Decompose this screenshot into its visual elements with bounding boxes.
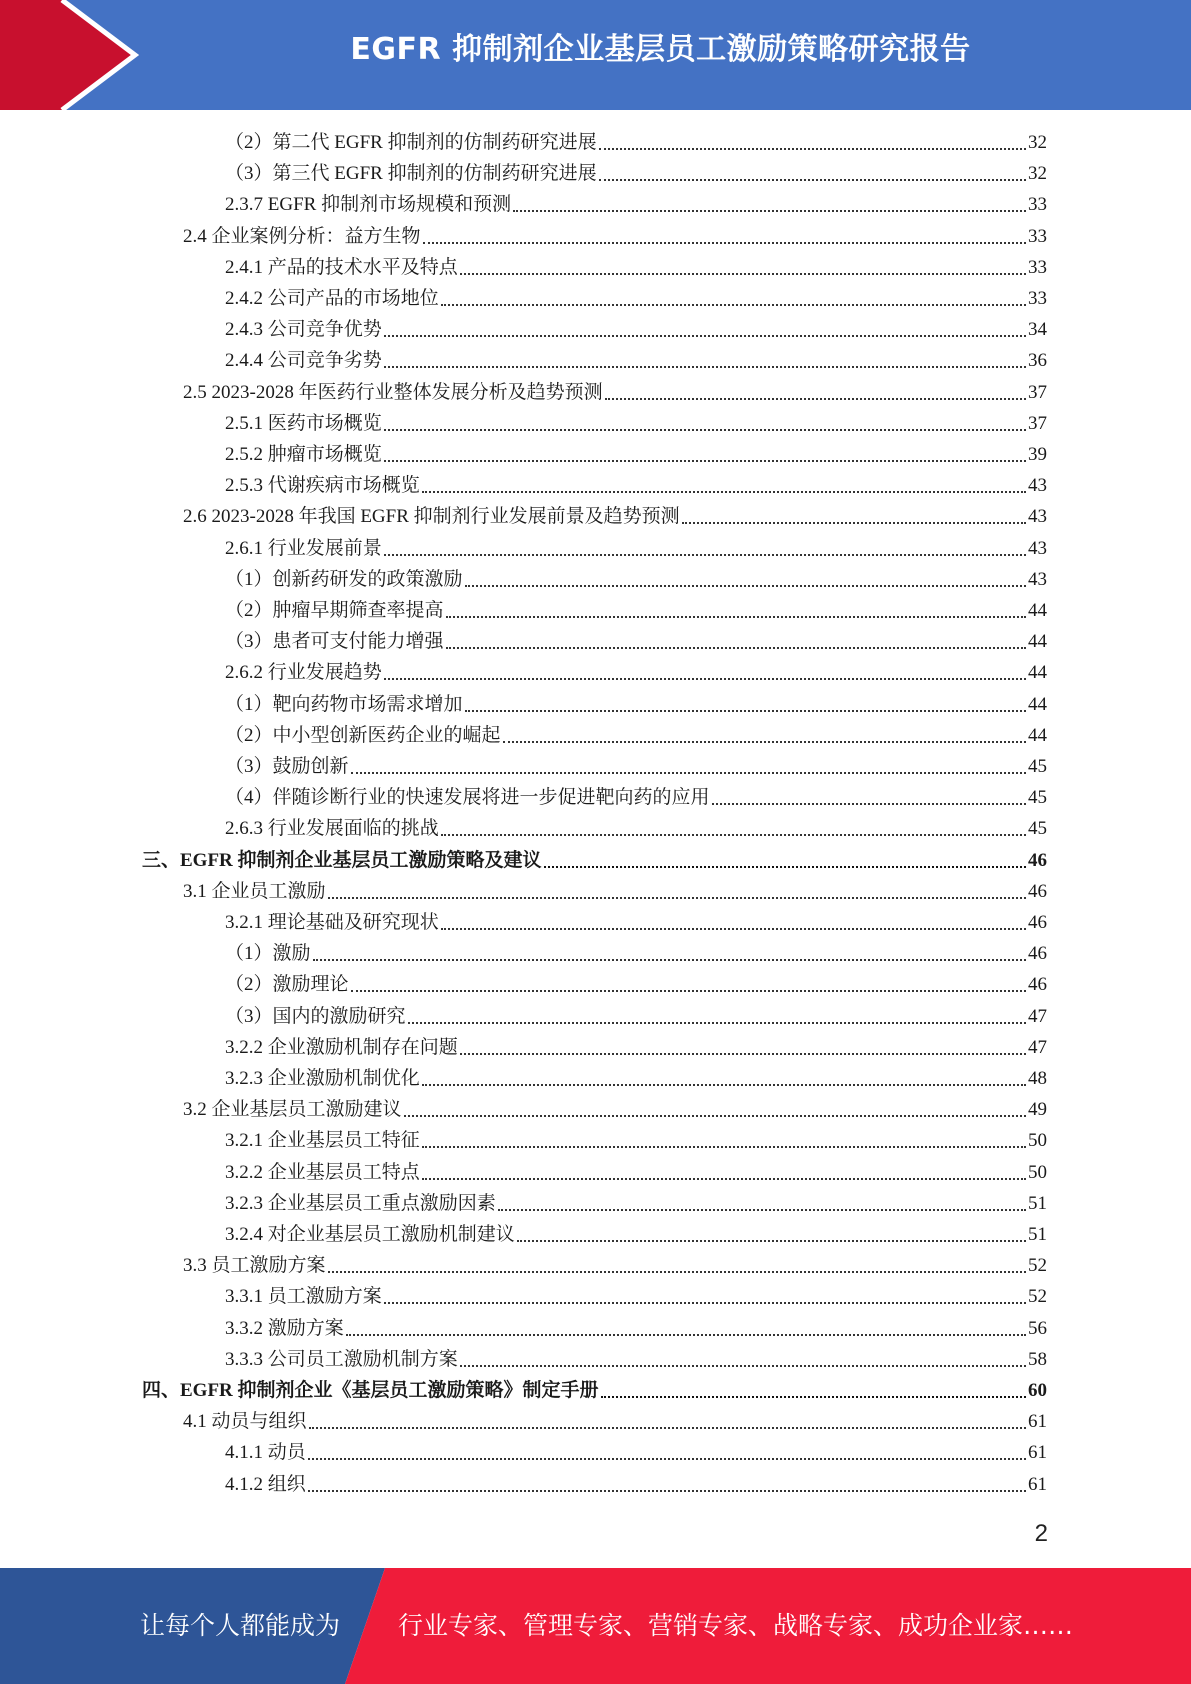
toc-entry-page: 44 xyxy=(1028,662,1047,683)
toc-dot-leader xyxy=(682,522,1026,524)
toc-entry-title: 3.3 员工激励方案 xyxy=(183,1255,326,1276)
toc-entry[interactable] xyxy=(225,408,1047,439)
toc-dot-leader xyxy=(351,772,1026,774)
toc-dot-leader xyxy=(465,710,1026,712)
toc-entry-title: 2.6.3 行业发展面临的挑战 xyxy=(225,818,439,839)
toc-entry-title: 2.5.2 肿瘤市场概览 xyxy=(225,444,382,465)
toc-entry-title: 三、EGFR 抑制剂企业基层员工激励策略及建议 xyxy=(142,850,542,871)
toc-dot-leader xyxy=(712,803,1026,805)
toc-entry[interactable] xyxy=(183,221,1047,252)
toc-entry-page: 43 xyxy=(1028,538,1047,559)
toc-entry-title: （3）鼓励创新 xyxy=(225,756,349,777)
toc-dot-leader xyxy=(308,1458,1026,1460)
toc-entry-page: 32 xyxy=(1028,132,1047,153)
toc-entry-title: 3.3.1 员工激励方案 xyxy=(225,1286,382,1307)
toc-entry-page: 58 xyxy=(1028,1349,1047,1370)
header-chevron-decoration xyxy=(0,0,150,110)
toc-entry-title: 2.4.3 公司竞争优势 xyxy=(225,319,382,340)
toc-entry[interactable] xyxy=(225,751,1047,782)
toc-entry[interactable] xyxy=(225,1063,1047,1094)
toc-entry-page: 33 xyxy=(1028,226,1047,247)
toc-entry-page: 44 xyxy=(1028,694,1047,715)
toc-entry-title: 2.4 企业案例分析：益方生物 xyxy=(183,226,421,247)
toc-entry-title: 2.6 2023-2028 年我国 EGFR 抑制剂行业发展前景及趋势预测 xyxy=(183,506,680,527)
toc-dot-leader xyxy=(384,335,1026,337)
toc-entry-page: 34 xyxy=(1028,319,1047,340)
toc-entry-title: （3）国内的激励研究 xyxy=(225,1006,406,1027)
toc-entry-title: （4）伴随诊断行业的快速发展将进一步促进靶向药的应用 xyxy=(225,787,710,808)
toc-entry-page: 56 xyxy=(1028,1318,1047,1339)
toc-entry-page: 48 xyxy=(1028,1068,1047,1089)
toc-entry[interactable] xyxy=(225,1281,1047,1312)
page-footer xyxy=(0,1568,1191,1684)
toc-entry[interactable] xyxy=(183,876,1047,907)
toc-entry-page: 49 xyxy=(1028,1099,1047,1120)
toc-entry[interactable] xyxy=(225,1219,1047,1250)
toc-entry[interactable] xyxy=(225,1157,1047,1188)
toc-entry[interactable] xyxy=(225,595,1047,626)
footer-slogan-left: 让每个人都能成为 xyxy=(140,1611,341,1640)
toc-dot-leader xyxy=(446,647,1026,649)
toc-entry-title: 2.3.7 EGFR 抑制剂市场规模和预测 xyxy=(225,194,512,215)
toc-dot-leader xyxy=(384,429,1026,431)
toc-entry[interactable] xyxy=(225,314,1047,345)
toc-dot-leader xyxy=(544,866,1026,868)
toc-entry-page: 37 xyxy=(1028,413,1047,434)
toc-entry-title: 3.1 企业员工激励 xyxy=(183,881,326,902)
toc-entry[interactable] xyxy=(225,907,1047,938)
toc-entry[interactable] xyxy=(225,1469,1047,1500)
toc-entry-page: 50 xyxy=(1028,1162,1047,1183)
toc-entry-page: 33 xyxy=(1028,288,1047,309)
toc-entry-title: （2）中小型创新医药企业的崛起 xyxy=(225,725,501,746)
toc-dot-leader xyxy=(441,834,1026,836)
toc-dot-leader xyxy=(404,1115,1026,1117)
toc-entry-page: 44 xyxy=(1028,631,1047,652)
toc-entry[interactable] xyxy=(183,501,1047,532)
toc-entry-page: 36 xyxy=(1028,350,1047,371)
toc-entry-title: （3）患者可支付能力增强 xyxy=(225,631,444,652)
toc-dot-leader xyxy=(503,741,1026,743)
toc-dot-leader xyxy=(465,585,1026,587)
toc-entry-title: 3.2.2 企业激励机制存在问题 xyxy=(225,1037,458,1058)
toc-entry-page: 44 xyxy=(1028,600,1047,621)
toc-entry-page: 45 xyxy=(1028,756,1047,777)
toc-entry-title: 3.2.1 理论基础及研究现状 xyxy=(225,912,439,933)
footer-slogan-right: 行业专家、管理专家、营销专家、战略专家、成功企业家…… xyxy=(398,1611,1074,1640)
report-title: EGFR 抑制剂企业基层员工激励策略研究报告 xyxy=(350,32,971,67)
toc-entry[interactable] xyxy=(225,1313,1047,1344)
toc-entry-page: 47 xyxy=(1028,1006,1047,1027)
toc-entry-title: （3）第三代 EGFR 抑制剂的仿制药研究进展 xyxy=(225,163,597,184)
toc-entry-title: 4.1.2 组织 xyxy=(225,1474,306,1495)
toc-entry-page: 52 xyxy=(1028,1255,1047,1276)
toc-entry-title: 2.5.1 医药市场概览 xyxy=(225,413,382,434)
toc-entry-title: 3.3.3 公司员工激励机制方案 xyxy=(225,1349,458,1370)
toc-entry[interactable] xyxy=(225,720,1047,751)
toc-entry-title: （1）创新药研发的政策激励 xyxy=(225,569,463,590)
toc-entry[interactable] xyxy=(225,345,1047,376)
toc-entry[interactable] xyxy=(183,377,1047,408)
toc-entry[interactable] xyxy=(225,813,1047,844)
toc-entry-title: （2）第二代 EGFR 抑制剂的仿制药研究进展 xyxy=(225,132,597,153)
toc-entry-page: 46 xyxy=(1028,850,1047,871)
toc-entry-title: 3.3.2 激励方案 xyxy=(225,1318,344,1339)
toc-dot-leader xyxy=(460,273,1026,275)
toc-entry-page: 50 xyxy=(1028,1130,1047,1151)
toc-entry[interactable] xyxy=(225,1437,1047,1468)
toc-entry[interactable] xyxy=(225,1188,1047,1219)
toc-entry-title: （2）肿瘤早期筛查率提高 xyxy=(225,600,444,621)
toc-entry[interactable] xyxy=(225,1032,1047,1063)
toc-entry[interactable] xyxy=(225,439,1047,470)
toc-dot-leader xyxy=(599,179,1026,181)
toc-entry-page: 43 xyxy=(1028,475,1047,496)
toc-dot-leader xyxy=(441,304,1026,306)
toc-entry-title: 2.4.1 产品的技术水平及特点 xyxy=(225,257,458,278)
toc-entry-title: 3.2.1 企业基层员工特征 xyxy=(225,1130,420,1151)
toc-dot-leader xyxy=(446,616,1026,618)
toc-dot-leader xyxy=(328,1271,1026,1273)
toc-entry[interactable] xyxy=(225,626,1047,657)
toc-entry-page: 32 xyxy=(1028,163,1047,184)
toc-entry[interactable] xyxy=(225,938,1047,969)
toc-dot-leader xyxy=(605,398,1026,400)
toc-entry-page: 46 xyxy=(1028,912,1047,933)
toc-entry-page: 45 xyxy=(1028,818,1047,839)
toc-dot-leader xyxy=(422,1146,1026,1148)
toc-entry-title: 2.4.4 公司竞争劣势 xyxy=(225,350,382,371)
toc-dot-leader xyxy=(351,990,1026,992)
toc-dot-leader xyxy=(422,491,1026,493)
toc-entry[interactable] xyxy=(183,1094,1047,1125)
toc-dot-leader xyxy=(423,242,1026,244)
toc-entry[interactable] xyxy=(183,1406,1047,1437)
toc-dot-leader xyxy=(517,1240,1026,1242)
toc-entry-page: 52 xyxy=(1028,1286,1047,1307)
toc-entry[interactable] xyxy=(225,689,1047,720)
toc-dot-leader xyxy=(498,1209,1026,1211)
page-number: 2 xyxy=(1034,1520,1048,1547)
toc-dot-leader xyxy=(441,928,1026,930)
toc-dot-leader xyxy=(408,1022,1026,1024)
toc-dot-leader xyxy=(599,148,1026,150)
toc-entry-page: 61 xyxy=(1028,1442,1047,1463)
toc-entry[interactable] xyxy=(225,470,1047,501)
toc-entry-page: 37 xyxy=(1028,382,1047,403)
toc-entry[interactable] xyxy=(225,252,1047,283)
toc-dot-leader xyxy=(309,1427,1026,1429)
toc-entry-title: 3.2.3 企业激励机制优化 xyxy=(225,1068,420,1089)
toc-entry-page: 60 xyxy=(1028,1380,1047,1401)
toc-entry-page: 46 xyxy=(1028,943,1047,964)
toc-entry-page: 51 xyxy=(1028,1193,1047,1214)
toc-entry[interactable] xyxy=(225,564,1047,595)
toc-dot-leader xyxy=(328,897,1026,899)
toc-entry-title: 2.5.3 代谢疾病市场概览 xyxy=(225,475,420,496)
toc-entry-title: （2）激励理论 xyxy=(225,974,349,995)
toc-entry[interactable] xyxy=(225,782,1047,813)
toc-dot-leader xyxy=(384,554,1026,556)
toc-dot-leader xyxy=(422,1084,1026,1086)
toc-dot-leader xyxy=(384,678,1026,680)
toc-entry-page: 61 xyxy=(1028,1411,1047,1432)
toc-entry-page: 47 xyxy=(1028,1037,1047,1058)
toc-entry-page: 44 xyxy=(1028,725,1047,746)
toc-entry-page: 33 xyxy=(1028,194,1047,215)
toc-entry-page: 61 xyxy=(1028,1474,1047,1495)
toc-entry[interactable] xyxy=(225,283,1047,314)
toc-entry-title: 2.6.2 行业发展趋势 xyxy=(225,662,382,683)
toc-entry[interactable] xyxy=(225,969,1047,1000)
toc-dot-leader xyxy=(460,1365,1026,1367)
toc-entry-page: 33 xyxy=(1028,257,1047,278)
toc-entry-page: 46 xyxy=(1028,974,1047,995)
toc-dot-leader xyxy=(513,210,1026,212)
toc-entry[interactable] xyxy=(225,158,1047,189)
toc-entry-page: 43 xyxy=(1028,506,1047,527)
page-header xyxy=(0,0,1191,110)
toc-dot-leader xyxy=(384,1302,1026,1304)
toc-entry[interactable] xyxy=(142,845,1047,876)
toc-entry-title: 3.2 企业基层员工激励建议 xyxy=(183,1099,402,1120)
toc-dot-leader xyxy=(313,959,1026,961)
toc-entry-title: （1）激励 xyxy=(225,943,311,964)
toc-entry[interactable] xyxy=(225,657,1047,688)
toc-dot-leader xyxy=(346,1334,1026,1336)
toc-entry[interactable] xyxy=(142,1375,1047,1406)
toc-entry[interactable] xyxy=(225,1001,1047,1032)
toc-entry[interactable] xyxy=(225,189,1047,220)
toc-entry-title: 2.6.1 行业发展前景 xyxy=(225,538,382,559)
toc-dot-leader xyxy=(422,1178,1026,1180)
toc-entry[interactable] xyxy=(225,1344,1047,1375)
toc-entry[interactable] xyxy=(183,1250,1047,1281)
toc-entry-title: 2.4.2 公司产品的市场地位 xyxy=(225,288,439,309)
toc-entry-title: （1）靶向药物市场需求增加 xyxy=(225,694,463,715)
toc-entry-page: 51 xyxy=(1028,1224,1047,1245)
toc-dot-leader xyxy=(601,1396,1026,1398)
toc-entry-title: 四、EGFR 抑制剂企业《基层员工激励策略》制定手册 xyxy=(142,1380,599,1401)
toc-entry-title: 2.5 2023-2028 年医药行业整体发展分析及趋势预测 xyxy=(183,382,603,403)
toc-entry-title: 3.2.2 企业基层员工特点 xyxy=(225,1162,420,1183)
toc-entry-page: 46 xyxy=(1028,881,1047,902)
toc-entry[interactable] xyxy=(225,533,1047,564)
toc-entry[interactable] xyxy=(225,127,1047,158)
toc-entry-title: 3.2.4 对企业基层员工激励机制建议 xyxy=(225,1224,515,1245)
toc-entry-page: 39 xyxy=(1028,444,1047,465)
toc-entry-page: 45 xyxy=(1028,787,1047,808)
toc-entry-title: 4.1.1 动员 xyxy=(225,1442,306,1463)
toc-dot-leader xyxy=(384,366,1026,368)
toc-dot-leader xyxy=(460,1053,1026,1055)
toc-dot-leader xyxy=(308,1490,1026,1492)
toc-entry-title: 4.1 动员与组织 xyxy=(183,1411,307,1432)
toc-dot-leader xyxy=(384,460,1026,462)
toc-entry-title: 3.2.3 企业基层员工重点激励因素 xyxy=(225,1193,496,1214)
toc-entry-page: 43 xyxy=(1028,569,1047,590)
toc-entry[interactable] xyxy=(225,1125,1047,1156)
